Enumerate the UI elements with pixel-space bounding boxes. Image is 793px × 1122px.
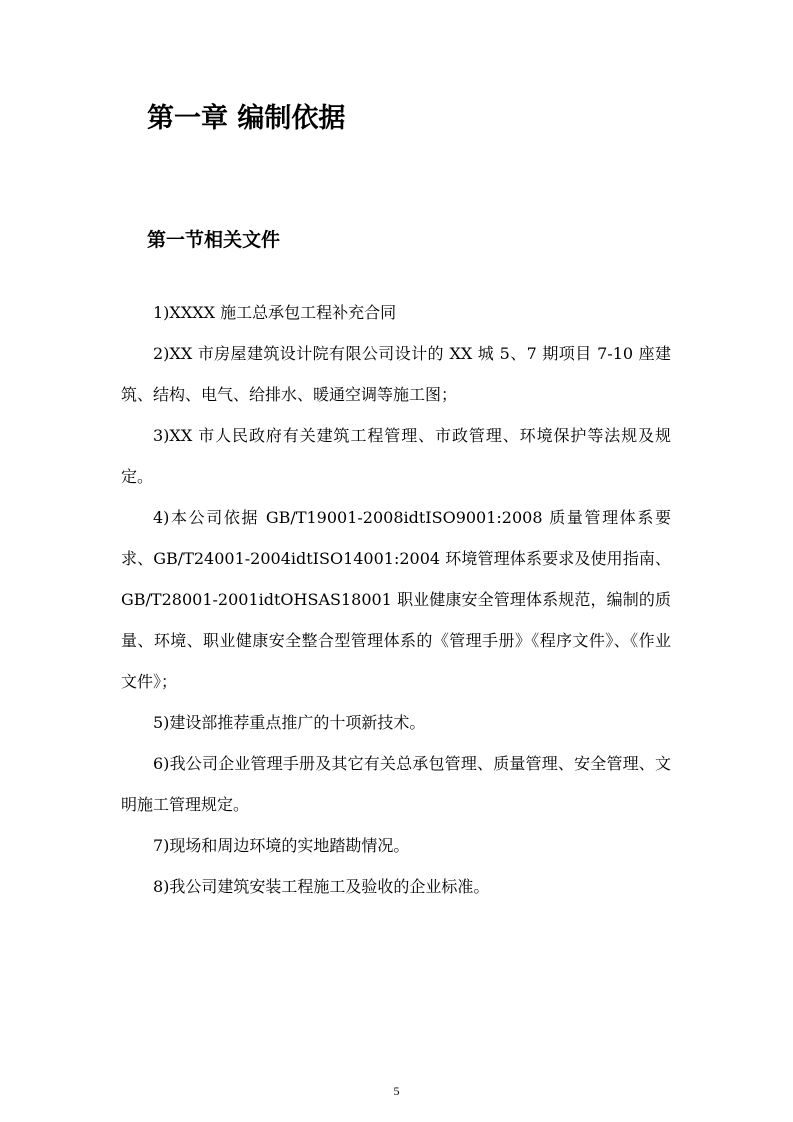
- list-item: 1)XXXX 施工总承包工程补充合同: [153, 303, 397, 322]
- list-item: 2)XX 市房屋建筑设计院有限公司设计的 XX 城 5、7 期项目 7-10 座建筑、结构、电气、给排水、暖通空调等施工图；: [121, 344, 671, 404]
- document-body: [121, 292, 671, 907]
- list-item: 6)我公司企业管理手册及其它有关总承包管理、质量管理、安全管理、文明施工管理规定。: [121, 754, 671, 814]
- list-item: 7)现场和周边环境的实地踏勘情况。: [153, 836, 410, 855]
- section-title: 第一节相关文件: [147, 229, 281, 251]
- list-item: 4)本公司依据 GB/T19001-2008idtISO9001:2008 质量管理体系要求、GB/T24001-2004idtISO14001:2004 环境管理体系要求及使用指南、GB/T28001-2001idtOHSAS18001 职业健康安全管理体系规范，编制的质量、环境、职业健康安全整合型管理体系的《管理手册》《程序文件》、《作业文件》；: [121, 508, 671, 691]
- list-item: 3)XX 市人民政府有关建筑工程管理、市政管理、环境保护等法规及规定。: [121, 426, 671, 486]
- chapter-title: 第一章 编制依据: [147, 103, 346, 134]
- list-item: 5)建设部推荐重点推广的十项新技术。: [153, 713, 426, 732]
- list-item: 8)我公司建筑安装工程施工及验收的企业标准。: [153, 877, 490, 896]
- page-number: 5: [393, 1084, 400, 1098]
